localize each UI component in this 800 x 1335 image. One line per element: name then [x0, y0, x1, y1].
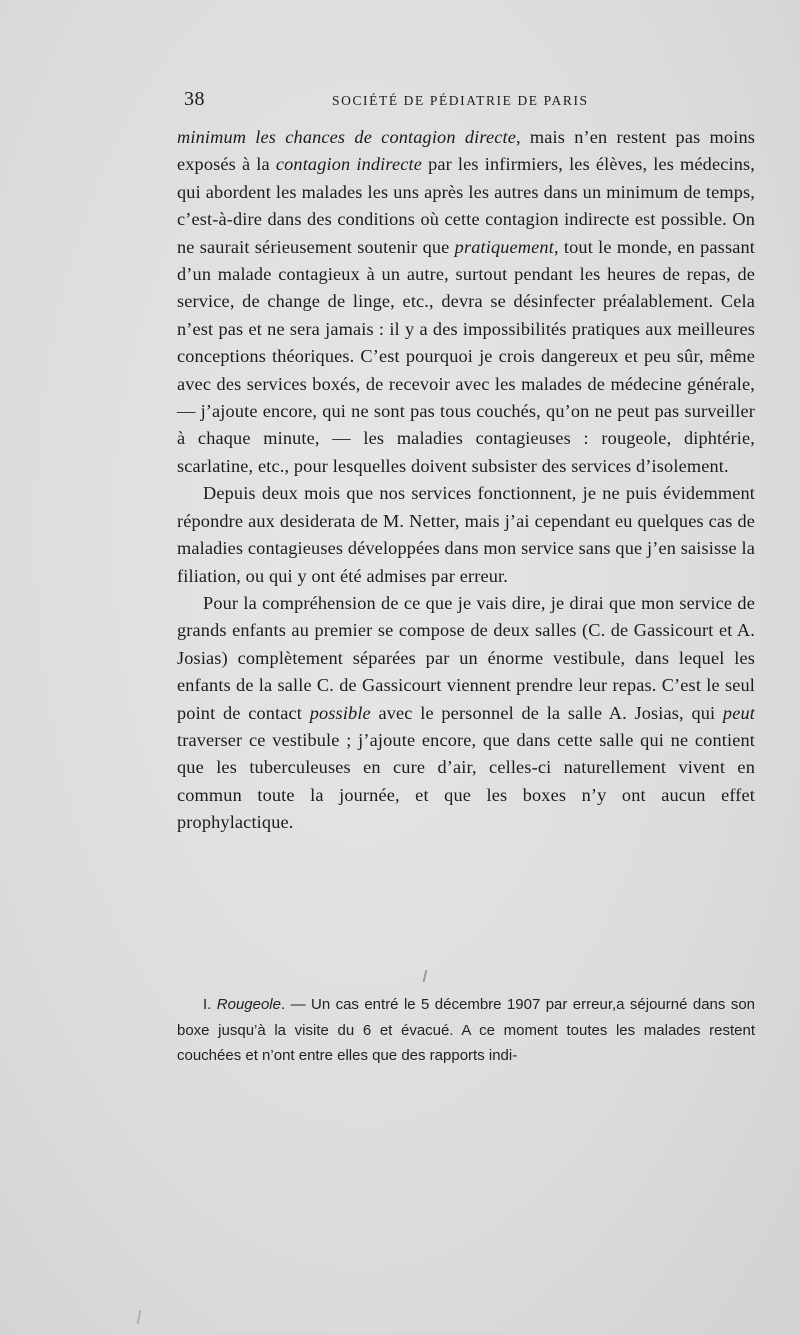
text-segment: , mais n’en restent pas moins exposés à la: [177, 127, 756, 175]
page-number: 38: [184, 88, 205, 110]
paragraph-2: [177, 480, 755, 590]
page-header: [184, 88, 754, 116]
text-segment: contagion indirecte: [275, 154, 423, 175]
text-segment: traverser ce vestibule ; j’ajoute encore, que dans cette salle qui ne contient que les tuberculeuses en cure d’air, celles-ci naturellement vivent en commun toute la journée, et que les boxes n’y ont aucun effet prophylactique.: [177, 729, 755, 833]
running-head: SOCIÉTÉ DE PÉDIATRIE DE PARIS: [332, 93, 589, 108]
text-segment: pratiquement: [454, 236, 554, 257]
text-segment: avec le personnel de la salle A. Josias, qui: [370, 702, 723, 723]
stray-ink-mark: [423, 970, 428, 982]
paragraph-1: [177, 124, 755, 480]
body-text: [177, 124, 755, 837]
text-segment: I.: [203, 996, 217, 1013]
text-segment: , tout le monde, en passant d’un malade contagieux à un autre, surtout pendant les heures de repas, de service, de change de linge, etc., devra se désinfecter préalablement. Cela n’est pas et ne sera jamais : il y a des impossibilités pratiques aux meilleures conceptions théoriques. C’est pourquoi je crois dangereux et peu sûr, même avec des services boxés, de recevoir avec les malades de médecine générale, — j’ajoute encore, qui ne sont pas tous couchés, qu’on ne peut pas surveiller à chaque minute, — les maladies contagieuses : rougeole, diphtérie, scarlatine, etc., pour lesquelles doivent subsister des services d’isolement.: [177, 236, 755, 476]
footnote-paragraph: [177, 992, 755, 1069]
text-segment: Rougeole: [216, 996, 281, 1013]
text-segment: . — Un cas entré le 5 décembre 1907 par erreur,a séjourné dans son boxe jusqu’à la visite du 6 et évacué. A ce moment toutes les malades restent couchées et n’ont entre elles que des rapports indi-: [177, 996, 755, 1064]
text-segment: Pour la compréhension de ce que je vais dire, je dirai que mon service de grands enfants au premier se compose de deux salles (C. de Gassicourt et A. Josias) complètement séparées par un énorme vestibule, dans lequel les enfants de la salle C. de Gassicourt viennent prendre leur repas. C’est le seul point de contact: [177, 592, 755, 723]
paragraph-3: [177, 590, 755, 837]
text-segment: Depuis deux mois que nos services fonctionnent, je ne puis évidemment répondre aux desiderata de M. Netter, mais j’ai cependant eu quelques cas de maladies contagieuses développées dans mon service sans que j’en saisisse la filiation, ou qui y ont été admises par erreur.: [177, 483, 755, 586]
text-segment: peut: [722, 702, 755, 723]
stray-ink-mark: [137, 1310, 142, 1324]
text-segment: minimum les chances de contagion directe: [177, 127, 516, 147]
text-segment: par les infirmiers, les élèves, les médecins, qui abordent les malades les uns après les autres dans un minimum de temps, c’est-à-dire dans des conditions où cette contagion indirecte est possible. On ne saurait sérieusement soutenir que: [177, 154, 755, 257]
footnote: [177, 992, 755, 1069]
text-segment: possible: [309, 702, 371, 723]
